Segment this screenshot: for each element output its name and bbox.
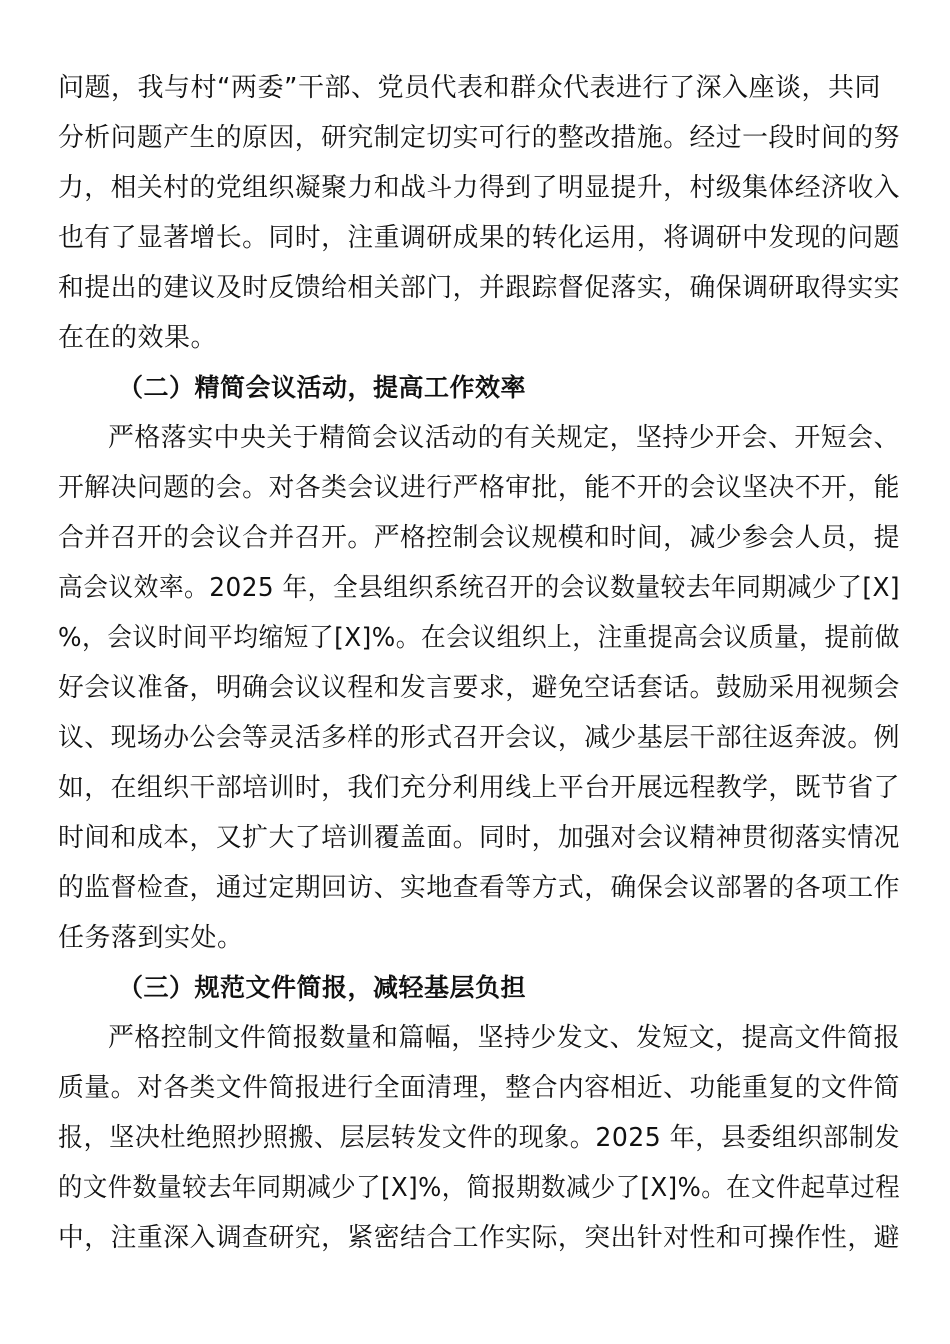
section-heading: （二）精简会议活动，提高工作效率 xyxy=(118,373,527,402)
paragraph-line: 力，相关村的党组织凝聚力和战斗力得到了明显提升，村级集体经济收入 xyxy=(58,173,900,203)
paragraph-line: 议、现场办公会等灵活多样的形式召开会议，减少基层干部往返奔波。例 xyxy=(58,723,900,753)
paragraph-line: 也有了显著增长。同时，注重调研成果的转化运用，将调研中发现的问题 xyxy=(58,223,900,253)
paragraph-line: 分析问题产生的原因，研究制定切实可行的整改措施。经过一段时间的努 xyxy=(58,123,900,153)
paragraph-line: 在在的效果。 xyxy=(58,323,218,353)
paragraph-line: 中，注重深入调查研究，紧密结合工作实际，突出针对性和可操作性，避 xyxy=(58,1223,900,1253)
paragraph-line: 严格落实中央关于精简会议活动的有关规定，坚持少开会、开短会、 xyxy=(108,423,900,453)
paragraph-line: 报，坚决杜绝照抄照搬、层层转发文件的现象。2025 年，县委组织部制发 xyxy=(58,1123,900,1153)
paragraph-line: 任务落到实处。 xyxy=(58,923,244,953)
paragraph-line: 高会议效率。2025 年，全县组织系统召开的会议数量较去年同期减少了[X] xyxy=(58,573,901,603)
paragraph-line: 如，在组织干部培训时，我们充分利用线上平台开展远程教学，既节省了 xyxy=(58,773,900,803)
paragraph-line: 严格控制文件简报数量和篇幅，坚持少发文、发短文，提高文件简报 xyxy=(108,1023,900,1053)
paragraph-line: 的文件数量较去年同期减少了[X]%，简报期数减少了[X]%。在文件起草过程 xyxy=(58,1173,901,1203)
paragraph-line: 质量。对各类文件简报进行全面清理，整合内容相近、功能重复的文件简 xyxy=(58,1073,900,1103)
paragraph-line: 合并召开的会议合并召开。严格控制会议规模和时间，减少参会人员，提 xyxy=(58,523,900,553)
paragraph-line: 开解决问题的会。对各类会议进行严格审批，能不开的会议坚决不开，能 xyxy=(58,473,900,503)
paragraph-line: %，会议时间平均缩短了[X]%。在会议组织上，注重提高会议质量，提前做 xyxy=(58,623,901,653)
section-heading: （三）规范文件简报，减轻基层负担 xyxy=(118,973,527,1002)
paragraph-line: 好会议准备，明确会议议程和发言要求，避免空话套话。鼓励采用视频会 xyxy=(58,673,900,703)
paragraph-line: 和提出的建议及时反馈给相关部门，并跟踪督促落实，确保调研取得实实 xyxy=(58,273,900,303)
paragraph-line: 的监督检查，通过定期回访、实地查看等方式，确保会议部署的各项工作 xyxy=(58,873,900,903)
paragraph-line: 问题，我与村“两委”干部、党员代表和群众代表进行了深入座谈，共同 xyxy=(58,73,881,103)
paragraph-line: 时间和成本，又扩大了培训覆盖面。同时，加强对会议精神贯彻落实情况 xyxy=(58,823,900,853)
